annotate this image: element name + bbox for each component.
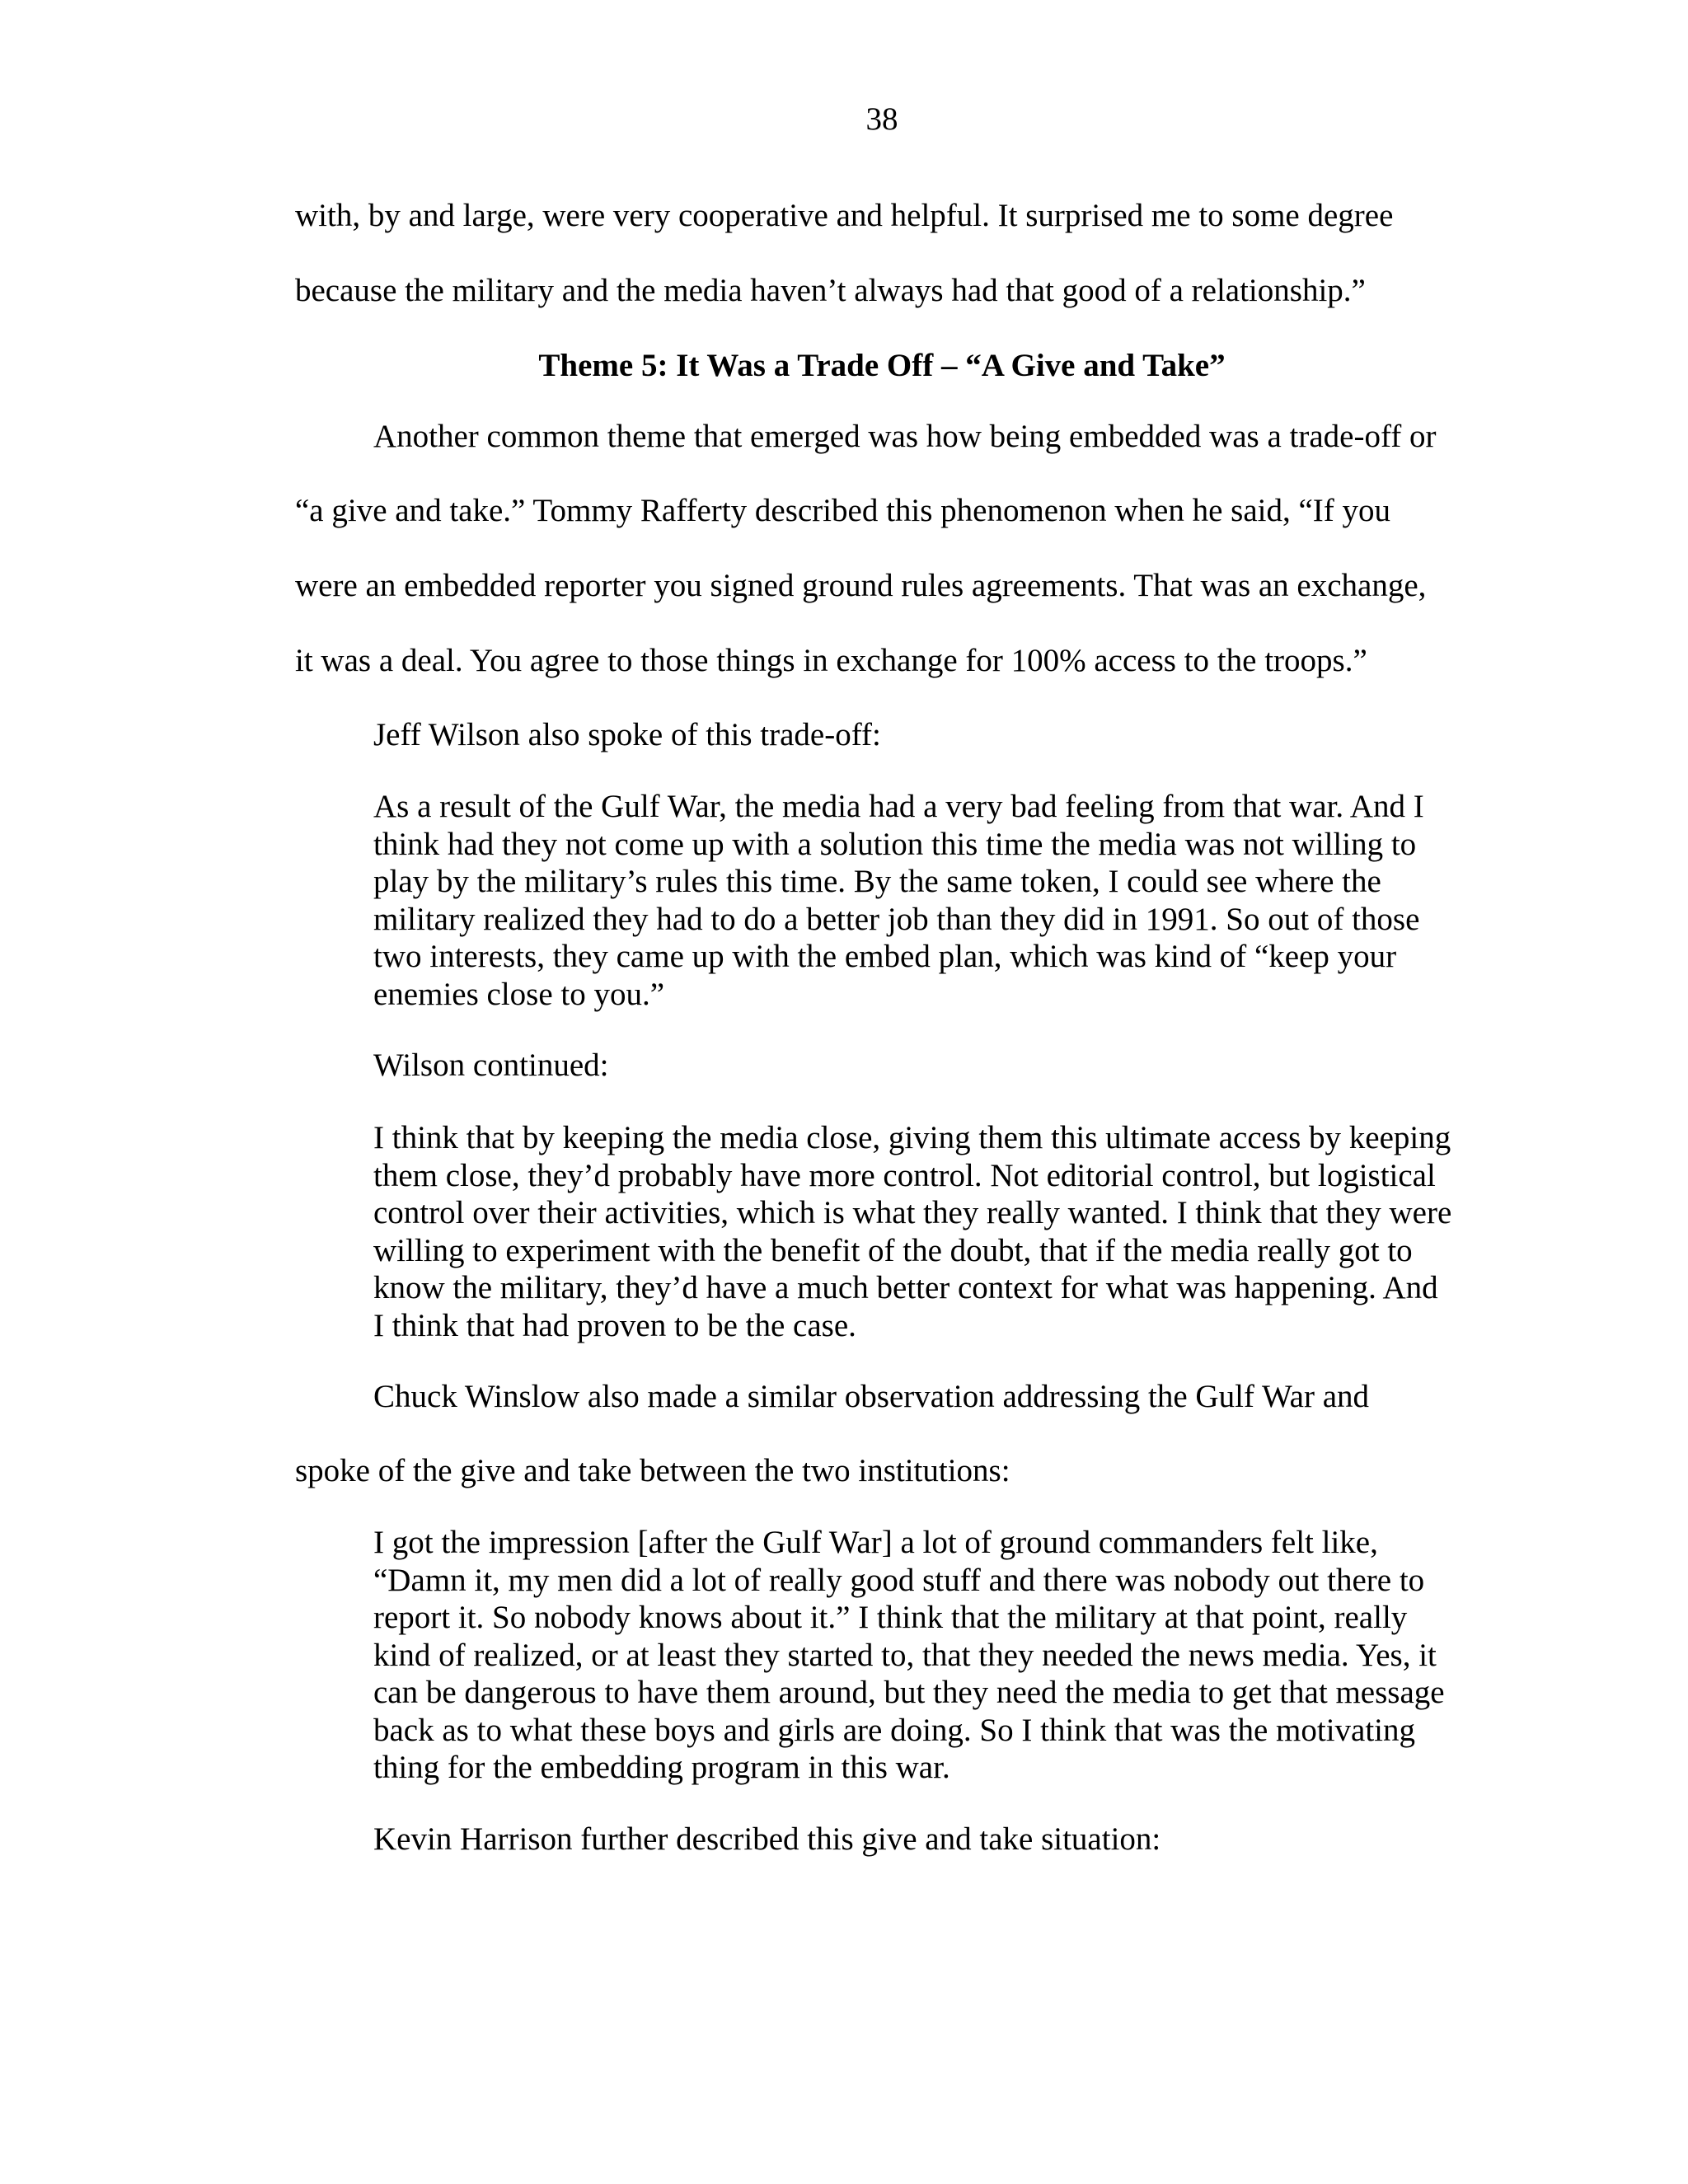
block-quote-1 (373, 788, 1494, 1013)
quote-3-line-5: can be dangerous to have them around, but they need the media to get that message (373, 1675, 1445, 1710)
quote-1-line-1: As a result of the Gulf War, the media had a very bad feeling from that war. And I (373, 789, 1424, 824)
quote-2-line-3: control over their activities, which is what they really wanted. I think that they were (373, 1195, 1452, 1230)
paragraph-2-line-4: it was a deal. You agree to those things in exchange for 100% access to the troops.” (295, 643, 1367, 678)
quote-2-line-6: I think that had proven to be the case. (373, 1307, 856, 1343)
block-quote-3 (373, 1524, 1494, 1787)
quote-3-line-3: report it. So nobody knows about it.” I think that the military at that point, really (373, 1600, 1408, 1635)
quote-3-line-6: back as to what these boys and girls are doing. So I think that was the motivating (373, 1712, 1416, 1748)
page-number: 38 (865, 101, 898, 137)
paragraph-2-line-3: were an embedded reporter you signed ground rules agreements. That was an exchange, (295, 568, 1427, 603)
quote-3-line-2: “Damn it, my men did a lot of really good stuff and there was nobody out there to (373, 1562, 1425, 1598)
section-heading: Theme 5: It Was a Trade Off – “A Give and Take” (538, 348, 1226, 383)
quote-3-line-4: kind of realized, or at least they started to, that they needed the news media. Yes, it (373, 1637, 1437, 1673)
quote-2-line-1: I think that by keeping the media close, giving them this ultimate access by keeping (373, 1120, 1451, 1155)
quote-1-line-3: play by the military’s rules this time. By the same token, I could see where the (373, 864, 1381, 899)
quote-3-line-1: I got the impression [after the Gulf War] a lot of ground commanders felt like, (373, 1525, 1378, 1560)
quote-1-line-6: enemies close to you.” (373, 976, 665, 1012)
quote-1-line-4: military realized they had to do a better job than they did in 1991. So out of those (373, 901, 1420, 937)
quote-2-line-4: willing to experiment with the benefit of the doubt, that if the media really got to (373, 1232, 1413, 1268)
paragraph-1-line-2: because the military and the media haven’t always had that good of a relationship.” (295, 273, 1366, 308)
quote-1-line-5: two interests, they came up with the embed plan, which was kind of “keep your (373, 939, 1397, 974)
paragraph-1-line-1: with, by and large, were very cooperative and helpful. It surprised me to some degree (295, 198, 1394, 233)
quote-2-line-5: know the military, they’d have a much better context for what was happening. And (373, 1270, 1438, 1305)
paragraph-6-line-1: Kevin Harrison further described this give and take situation: (373, 1821, 1161, 1857)
quote-1-line-2: think had they not come up with a solution this time the media was not willing to (373, 826, 1417, 862)
paragraph-5-line-1: Chuck Winslow also made a similar observation addressing the Gulf War and (373, 1379, 1370, 1414)
paragraph-2-line-2: “a give and take.” Tommy Rafferty described this phenomenon when he said, “If you (295, 493, 1391, 528)
quote-3-line-7: thing for the embedding program in this war. (373, 1750, 950, 1785)
paragraph-4-line-1: Wilson continued: (373, 1047, 609, 1083)
paragraph-5-line-2: spoke of the give and take between the two institutions: (295, 1453, 1010, 1488)
block-quote-2 (373, 1119, 1494, 1344)
quote-2-line-2: them close, they’d probably have more control. Not editorial control, but logistical (373, 1157, 1436, 1193)
paragraph-2-line-1: Another common theme that emerged was how being embedded was a trade-off or (373, 419, 1437, 454)
paragraph-3-line-1: Jeff Wilson also spoke of this trade-off: (373, 717, 881, 752)
